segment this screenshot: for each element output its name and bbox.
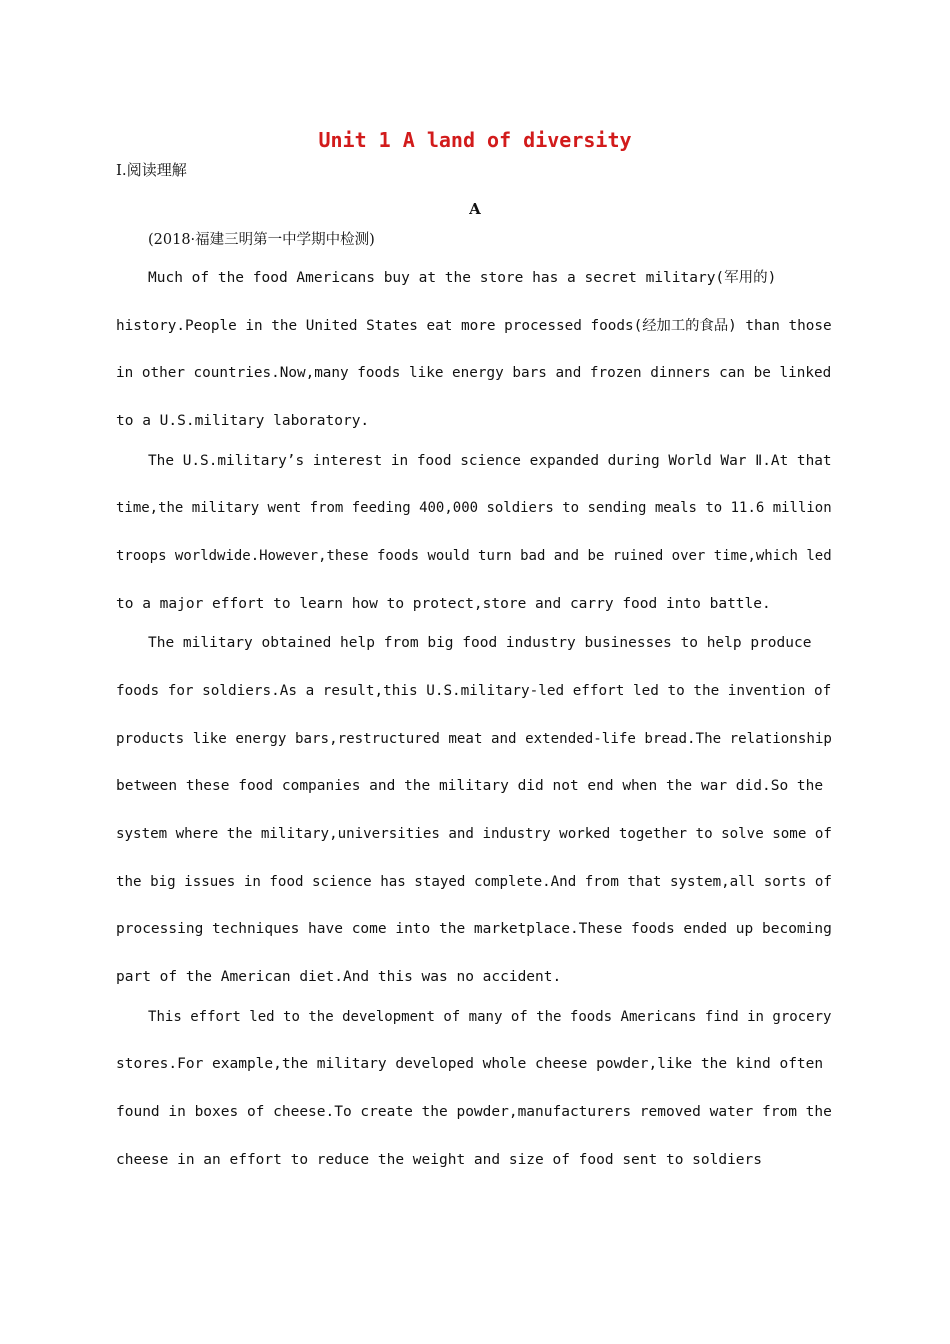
text-line: processing techniques have come into the marketplace.These foods ended up becoming	[116, 921, 832, 937]
text-line: to a U.S.military laboratory.	[116, 413, 370, 429]
passage-source: (2018·福建三明第一中学期中检测)	[148, 232, 375, 248]
text-line: Much of the food Americans buy at the store has a secret military(军用的)	[148, 270, 777, 286]
text-line: The military obtained help from big food industry businesses to help produce	[148, 635, 812, 651]
section-heading: Ⅰ.阅读理解	[116, 161, 187, 179]
text-line: to a major effort to learn how to protect,store and carry food into battle.	[116, 596, 771, 612]
text-line: stores.For example,the military developed whole cheese powder,like the kind often	[116, 1056, 824, 1072]
text-line: products like energy bars,restructured meat and extended-life bread.The relationship	[116, 731, 832, 747]
passage-label: A	[469, 200, 481, 218]
text-line: system where the military,universities and industry worked together to solve some of	[116, 826, 832, 842]
text-line: history.People in the United States eat more processed foods(经加工的食品) than those	[116, 318, 832, 334]
text-line: troops worldwide.However,these foods would turn bad and be ruined over time,which led	[116, 548, 832, 564]
text-line: cheese in an effort to reduce the weight and size of food sent to soldiers	[116, 1152, 763, 1168]
text-line: This effort led to the development of many of the foods Americans find in grocery	[148, 1009, 832, 1025]
text-line: time,the military went from feeding 400,000 soldiers to sending meals to 11.6 million	[116, 500, 832, 516]
text-line: in other countries.Now,many foods like energy bars and frozen dinners can be linked	[116, 365, 832, 381]
text-line: part of the American diet.And this was no accident.	[116, 969, 562, 985]
text-line: between these food companies and the military did not end when the war did.So the	[116, 778, 824, 794]
text-line: The U.S.military’s interest in food science expanded during World War Ⅱ.At that	[148, 453, 832, 469]
text-line: found in boxes of cheese.To create the powder,manufacturers removed water from the	[116, 1104, 832, 1120]
page-title: Unit 1 A land of diversity	[318, 128, 632, 152]
text-line: the big issues in food science has stayed complete.And from that system,all sorts of	[116, 874, 832, 890]
text-line: foods for soldiers.As a result,this U.S.military-led effort led to the invention of	[116, 683, 832, 699]
